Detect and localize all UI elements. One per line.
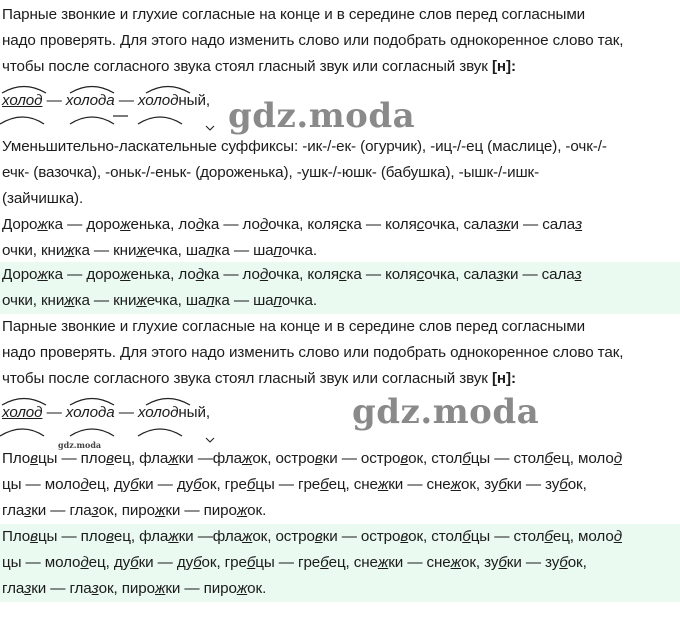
marked-letter: з (91, 502, 99, 519)
text-line (0, 54, 680, 80)
marked-letter: ж (377, 476, 389, 493)
text-segment: ец, моло (552, 450, 614, 467)
suffix-arc (0, 429, 44, 436)
marked-letter: в (30, 450, 38, 467)
text-segment: ок, пиро (98, 580, 155, 597)
marked-letter: з (24, 502, 32, 519)
text-segment: ок, стол (408, 450, 463, 467)
text-segment: ки — гла (31, 580, 92, 597)
text-segment: цы — гре (255, 476, 321, 493)
text-segment: ки —фла (178, 528, 242, 545)
text-segment: енька, ло (130, 216, 196, 233)
marked-letter: б (320, 476, 329, 493)
text-segment: ка — коля (346, 266, 417, 283)
text-segment: очка, сала (424, 266, 497, 283)
root-arc (2, 87, 46, 94)
marked-letter: п (206, 242, 215, 259)
text-line: ечк- (вазочка), -оньк-/-еньк- (дороженька), -ушк-/-юшк- (бабушка), -ышк-/-ишк- (2, 164, 540, 181)
text-segment: ка — ша (214, 242, 274, 259)
text-segment: ец, фла (113, 450, 169, 467)
text-segment: ка — ло (203, 266, 260, 283)
marked-letter: п (273, 242, 282, 259)
bold-n: [н]: (491, 370, 516, 387)
marked-letter: б (544, 528, 553, 545)
text-segment: енька, ло (130, 266, 196, 283)
marked-letter: в (314, 528, 323, 545)
text-segment: ки — сала (503, 266, 575, 283)
watermark: gdz.moda (228, 96, 416, 136)
text-segment: ки — гла (31, 502, 92, 519)
text-line (0, 238, 680, 264)
word-root: холод (65, 404, 107, 421)
text-segment: очка, коля (268, 216, 340, 233)
marked-letter: б (246, 476, 256, 493)
root-arc (146, 399, 190, 406)
marked-letter: зк (496, 216, 511, 233)
text-segment: ки — сне (388, 476, 451, 493)
watermark: gdz.moda (352, 392, 540, 432)
word-root: холод (137, 404, 179, 421)
marked-letter: б (130, 554, 139, 571)
text-segment: ок, зу (461, 476, 499, 493)
text-segment: ка — ша (214, 292, 274, 309)
text-segment: ок, стол (408, 528, 463, 545)
marked-letter: з (574, 266, 582, 283)
marked-letter: в (314, 450, 323, 467)
tick (206, 438, 214, 442)
text-segment: ка — коля (346, 216, 417, 233)
marked-letter: б (130, 476, 139, 493)
word-ending: ный, (178, 404, 210, 421)
suffix-arc (138, 117, 182, 124)
marked-letter: ж (120, 266, 131, 283)
marked-letter: д (195, 216, 204, 233)
text-segment: ец, фла (113, 528, 169, 545)
word-root: холод (2, 404, 43, 421)
text-segment: очка, коля (268, 266, 340, 283)
word-ending: а (106, 404, 115, 421)
text-segment: ки — остро (322, 450, 401, 467)
text-segment: ок, остро (252, 528, 315, 545)
text-segment: цы — гре (255, 554, 321, 571)
text-segment: очки, кни (2, 242, 65, 259)
text-line: (зайчишка). (2, 190, 84, 207)
text-segment: и — сала (510, 216, 576, 233)
marked-letter: ж (377, 554, 389, 571)
marked-letter: д (80, 476, 89, 493)
text-segment: ка — ло (203, 216, 260, 233)
marked-letter: б (320, 554, 329, 571)
marked-letter: в (106, 450, 114, 467)
marked-letter: ж (236, 502, 248, 519)
text-line: надо проверять. Для этого надо изменить слово или подобрать однокоренное слово так, (2, 344, 624, 361)
text-segment: Пло (2, 450, 31, 467)
dash: — (42, 92, 66, 109)
marked-letter: б (462, 528, 471, 545)
marked-letter: ж (241, 528, 253, 545)
text-segment: цы — моло (2, 476, 81, 493)
text-line (0, 472, 680, 498)
text-segment: ка — доро (47, 266, 121, 283)
text-segment: ок. (247, 502, 267, 519)
text-segment: ки — зу (506, 554, 560, 571)
root-arc (2, 399, 46, 406)
text-segment: ок, остро (252, 450, 315, 467)
marked-letter: ж (120, 216, 131, 233)
text-line (0, 576, 680, 602)
text-segment: цы — пло (37, 450, 107, 467)
text-segment: Доро (2, 216, 38, 233)
marked-letter: п (273, 292, 282, 309)
marked-letter: б (193, 554, 202, 571)
text-segment: очка, сала (424, 216, 497, 233)
marked-letter: д (195, 266, 204, 283)
text-segment: гла (2, 502, 25, 519)
rule-paragraph-1 (0, 2, 680, 80)
dash: — (114, 404, 138, 421)
text-segment: чтобы после согласного звука стоял гласный звук или согласный звук (2, 58, 488, 75)
text-segment: ечка, ша (146, 292, 207, 309)
text-segment: ка — кни (74, 292, 137, 309)
text-segment: ец, ду (88, 554, 131, 571)
text-segment: ки — ду (138, 476, 194, 493)
text-line: Парные звонкие и глухие согласные на конце и в середине слов перед согласными (2, 318, 586, 335)
text-segment: ки — ду (138, 554, 194, 571)
suffix-paragraph (0, 134, 680, 212)
text-segment: ок, гре (201, 476, 247, 493)
tick (206, 126, 214, 130)
marked-letter: с (339, 266, 347, 283)
text-segment: цы — стол (470, 528, 545, 545)
marked-letter: ж (241, 450, 253, 467)
text-line: надо проверять. Для этого надо изменить слово или подобрать однокоренное слово так, (2, 32, 624, 49)
text-segment: очка. (281, 292, 317, 309)
marked-letter: б (498, 554, 507, 571)
dash: — (42, 404, 66, 421)
marked-letter: ж (168, 528, 179, 545)
marked-letter: б (544, 450, 553, 467)
marked-letter: з (24, 580, 32, 597)
text-segment: ец, ду (88, 476, 131, 493)
bold-n: [н]: (491, 58, 516, 75)
examples-paragraph-2 (0, 446, 680, 524)
text-segment: цы — пло (37, 528, 107, 545)
marked-letter: д (613, 528, 622, 545)
marked-letter: з (575, 216, 583, 233)
text-segment: ок, (567, 476, 587, 493)
word-root: холод (65, 92, 107, 109)
text-segment: ки — остро (322, 528, 401, 545)
marked-letter: ж (64, 242, 75, 259)
marked-letter: ж (450, 554, 462, 571)
marked-letter: б (498, 476, 507, 493)
text-segment: ок, пиро (98, 502, 155, 519)
marked-letter: ж (450, 476, 462, 493)
root-arc (70, 399, 114, 406)
text-segment: ок. (247, 580, 267, 597)
marked-letter: ж (168, 450, 179, 467)
text-segment: ки — пиро (165, 502, 237, 519)
marked-letter: з (91, 580, 99, 597)
text-line (0, 498, 680, 524)
word-ending: а (106, 92, 115, 109)
word-root: холод (2, 92, 43, 109)
text-line (0, 212, 680, 238)
marked-letter: в (400, 528, 409, 545)
text-line (0, 524, 680, 550)
marked-letter: в (400, 450, 409, 467)
text-segment: ки — пиро (165, 580, 237, 597)
text-line (0, 550, 680, 576)
suffix-arc (0, 117, 44, 124)
text-segment: ец, сне (328, 476, 378, 493)
root-arcs-2 (0, 392, 240, 442)
marked-letter: б (462, 450, 471, 467)
marked-letter: ж (136, 242, 147, 259)
text-segment: ец, сне (328, 554, 378, 571)
text-segment: ечка, ша (146, 242, 207, 259)
root-arcs-1 (0, 80, 240, 130)
text-segment: Пло (2, 528, 31, 545)
text-segment: очки, кни (2, 292, 65, 309)
text-segment: гла (2, 580, 25, 597)
text-segment: ка — доро (47, 216, 121, 233)
marked-letter: ж (37, 266, 48, 283)
root-arc (146, 87, 190, 94)
marked-letter: д (613, 450, 622, 467)
marked-letter: п (206, 292, 215, 309)
marked-letter: ж (236, 580, 248, 597)
marked-letter: б (559, 476, 568, 493)
marked-letter: с (416, 266, 425, 283)
rule-paragraph-2 (0, 314, 680, 392)
text-segment: ок, гре (201, 554, 247, 571)
word-root: холод (137, 92, 179, 109)
suffix-arc (138, 429, 182, 436)
text-line (0, 262, 680, 288)
dash: — (114, 92, 138, 109)
text-line: Парные звонкие и глухие согласные на конце и в середине слов перед согласными (2, 6, 586, 23)
watermark-small: gdz.moda (58, 440, 102, 450)
text-line: Уменьшительно-ласкательные суффиксы: -ик-/-ек- (огурчик), -иц-/-ец (маслице), -очк-/- (2, 138, 607, 155)
text-segment: ок, (567, 554, 587, 571)
marked-letter: в (106, 528, 114, 545)
marked-letter: ж (154, 580, 166, 597)
text-segment: Доро (2, 266, 38, 283)
examples-paragraph-1 (0, 212, 680, 264)
text-segment: ки — сне (388, 554, 451, 571)
marked-letter: ж (37, 216, 48, 233)
text-segment: чтобы после согласного звука стоял гласный звук или согласный звук (2, 370, 488, 387)
marked-letter: б (559, 554, 568, 571)
marked-letter: д (259, 216, 269, 233)
marked-letter: ж (136, 292, 147, 309)
word-ending: ный, (178, 92, 210, 109)
marked-letter: д (259, 266, 269, 283)
answer-paragraph-1 (0, 262, 680, 314)
answer-paragraph-2 (0, 524, 680, 602)
marked-letter: ж (154, 502, 166, 519)
text-line (0, 366, 680, 392)
marked-letter: с (416, 216, 425, 233)
text-segment: ок, зу (461, 554, 499, 571)
text-segment: очка. (281, 242, 317, 259)
text-segment: цы — стол (470, 450, 545, 467)
text-segment: ец, моло (552, 528, 614, 545)
text-line (0, 446, 680, 472)
text-segment: ка — кни (74, 242, 137, 259)
marked-letter: д (80, 554, 89, 571)
marked-letter: б (246, 554, 256, 571)
text-segment: ки —фла (178, 450, 242, 467)
marked-letter: в (30, 528, 38, 545)
marked-letter: з (496, 266, 504, 283)
suffix-arc (70, 117, 114, 124)
marked-letter: с (339, 216, 347, 233)
root-arc (70, 87, 114, 94)
text-segment: цы — моло (2, 554, 81, 571)
marked-letter: ж (64, 292, 75, 309)
text-segment: ки — зу (506, 476, 560, 493)
suffix-arc (70, 429, 114, 436)
text-line (0, 288, 680, 314)
marked-letter: б (193, 476, 202, 493)
